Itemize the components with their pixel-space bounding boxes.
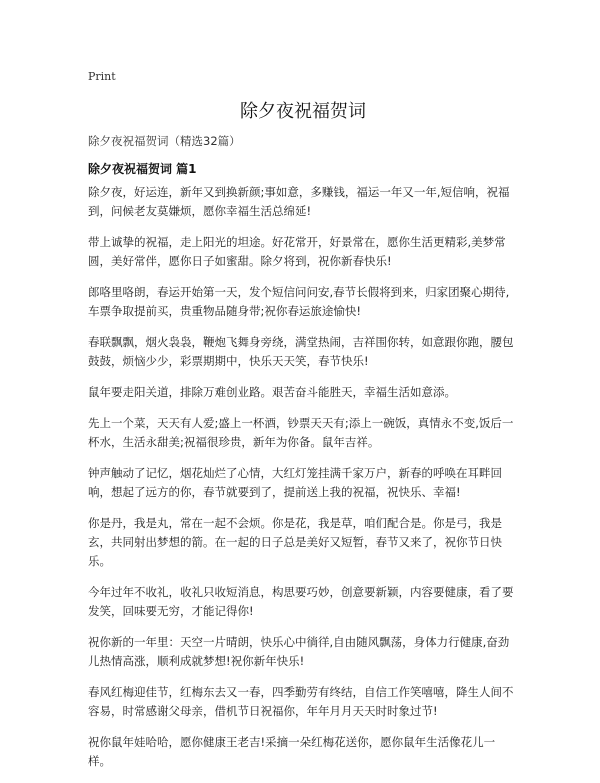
paragraph: 鼠年要走阳关道，排除万难创业路。艰苦奋斗能胜天，幸福生活如意添。 <box>88 385 456 399</box>
paragraph: 你是丹，我是丸，常在一起不会烦。你是花，我是草，咱们配合是。你是弓，我是玄，共同射出梦想的箭。在一起的日子总是美好又短暂，春节又来了，祝你节日快乐。 <box>88 516 502 568</box>
paragraph: 祝你鼠年娃哈哈，愿你健康王老吉!采摘一朵红梅花送你，愿你鼠年生活像花儿一样。 <box>88 735 496 768</box>
paragraph: 郎咯里咯朗，春运开始第一天，发个短信问问安,春节长假将到来，归家团聚心期待,车票争取提前买，贵重物品随身带;祝你春运旅途愉快! <box>88 285 510 318</box>
paragraph: 春风红梅迎佳节，红梅东去又一春，四季勤劳有终结，自信工作笑嘻嘻，降生人间不容易，时常感谢父母亲，借机节日祝福你，年年月月天天时时象过节! <box>88 685 514 718</box>
page-title: 除夕夜祝福贺词 <box>240 101 366 122</box>
paragraph: 先上一个菜，天天有人爱;盛上一杯酒，钞票天天有;添上一碗饭，真情永不变,饭后一杯水，生活永甜美;祝福很珍贵，新年为你备。鼠年吉祥。 <box>88 416 514 449</box>
paragraph: 钟声触动了记忆，烟花灿烂了心情，大红灯笼挂满千家万户，新春的呼唤在耳畔回响，想起了远方的你，春节就要到了，提前送上我的祝福，祝快乐、幸福! <box>88 466 502 499</box>
paragraph: 祝你新的一年里：天空一片晴朗，快乐心中徜徉,自由随风飘荡，身体力行健康,奋劲儿热情高涨，顺利成就梦想!祝你新年快乐! <box>88 635 510 668</box>
paragraph: 除夕夜，好运连，新年又到换新颜;事如意，多赚钱，福运一年又一年,短信响，祝福到，问候老友莫嫌烦，愿你幸福生活总绵延! <box>88 185 510 218</box>
page-subtitle: 除夕夜祝福贺词（精选32篇） <box>88 134 241 148</box>
paragraph: 春联飘飘，烟火袅袅，鞭炮飞舞身旁绕，满堂热闹，吉祥围你转，如意跟你跑，腰包鼓鼓，烦恼少少，彩票期期中，快乐天天笑，春节快乐! <box>88 335 514 368</box>
paragraph: 带上诚挚的祝福，走上阳光的坦途。好花常开，好景常在，愿你生活更精彩,美梦常圆，美好常伴，愿你日子如蜜甜。除夕将到，祝你新春快乐! <box>88 235 506 268</box>
paragraph: 今年过年不收礼，收礼只收短消息，构思要巧妙，创意要新颖，内容要健康，看了要发笑，回味要无穷，才能记得你! <box>88 585 514 618</box>
article-body <box>88 183 518 783</box>
print-link[interactable]: Print <box>88 70 116 83</box>
section-heading: 除夕夜祝福贺词 篇1 <box>88 162 197 176</box>
